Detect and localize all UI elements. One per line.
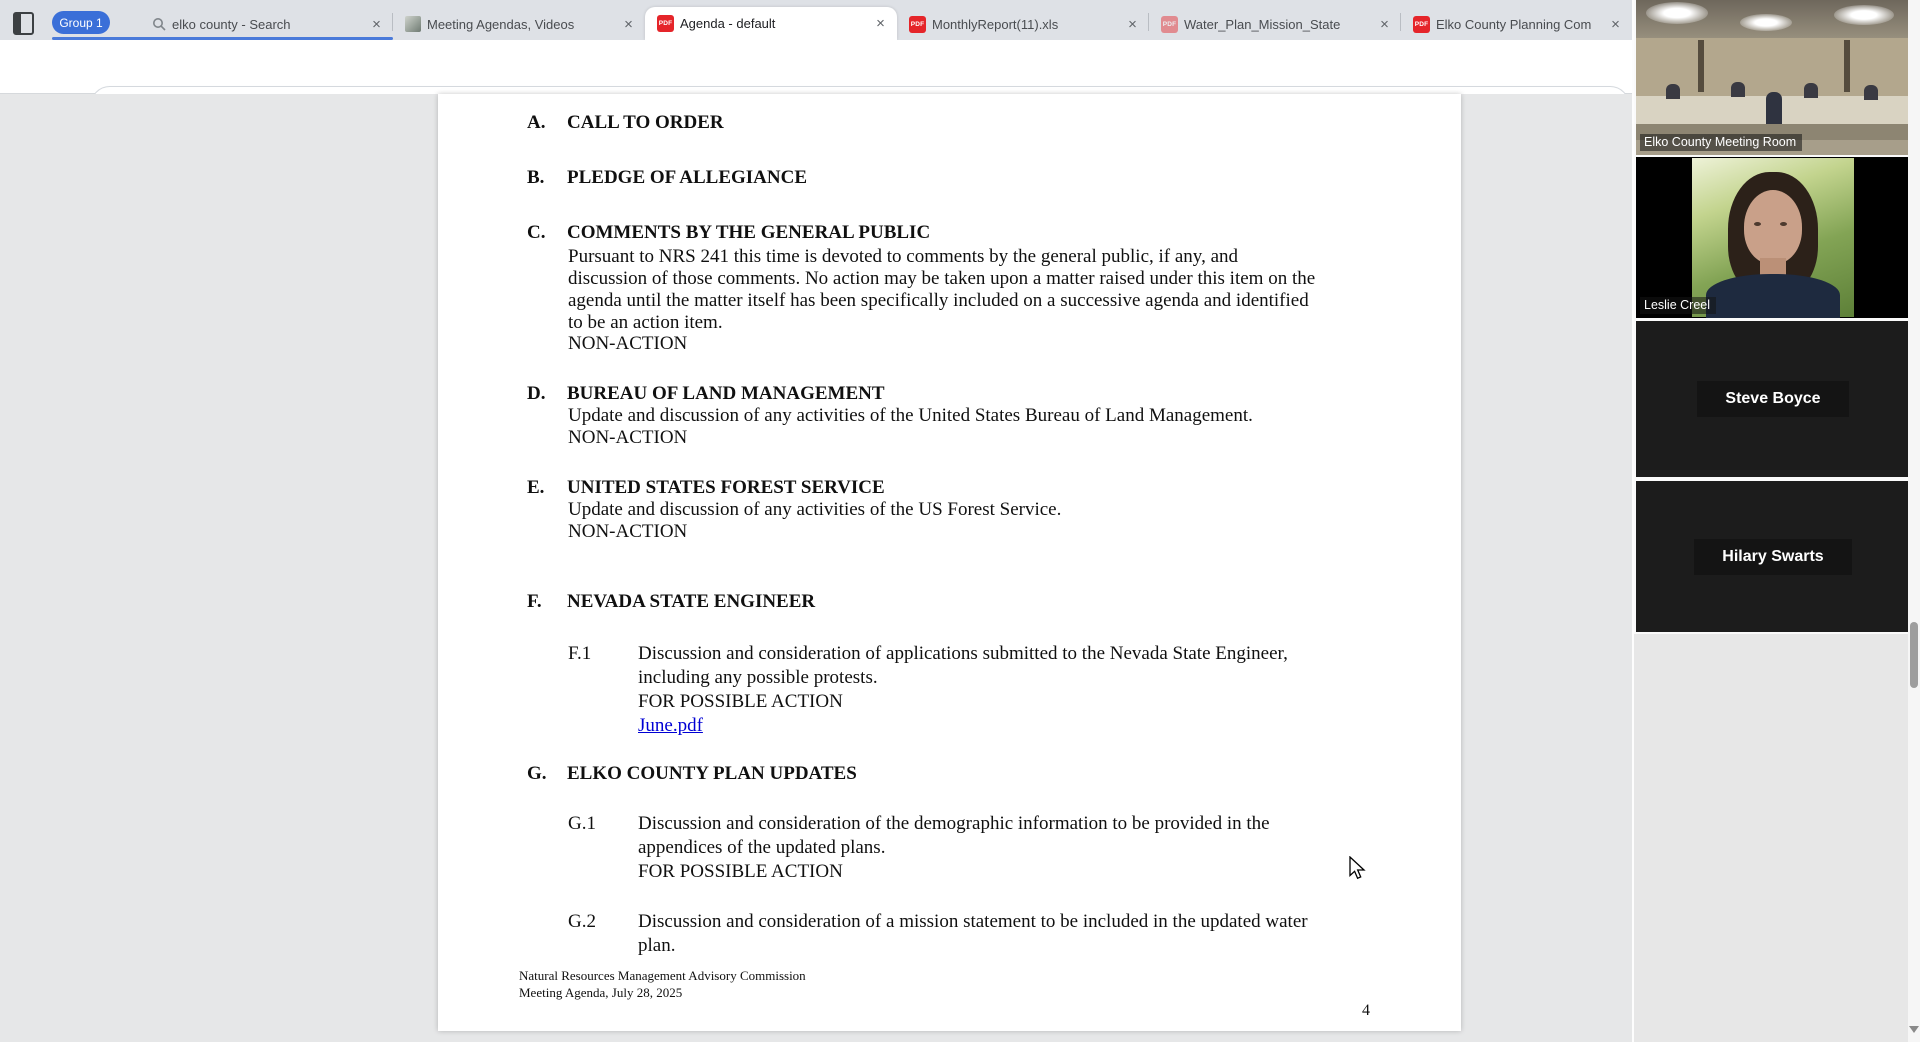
attachment-link-wrap: [638, 715, 703, 737]
pdf-favicon: PDF: [909, 16, 926, 33]
participant-tile-hilary-swarts[interactable]: [1636, 481, 1910, 632]
tab-elko-county-search[interactable]: [140, 8, 393, 40]
video-conference-panel: [1632, 0, 1920, 1042]
section-title: COMMENTS BY THE GENERAL PUBLIC: [567, 222, 931, 243]
participant-name-label: Steve Boyce: [1697, 381, 1848, 417]
non-action-tag: NON-ACTION: [568, 333, 688, 354]
non-action-tag: NON-ACTION: [568, 427, 688, 448]
close-icon[interactable]: ×: [1380, 15, 1389, 33]
item-number: G.2: [568, 911, 596, 932]
body-line: discussion of those comments. No action may be taken upon a matter raised under this item on the: [568, 268, 1316, 289]
scroll-down-arrow-icon[interactable]: [1909, 1026, 1919, 1033]
tab-agenda-default-active[interactable]: [645, 7, 897, 40]
section-letter: E.: [527, 477, 545, 498]
pdf-favicon: PDF: [657, 15, 674, 32]
section-letter: C.: [527, 222, 546, 243]
body-line: to be an action item.: [568, 312, 723, 333]
person-silhouette: [1804, 83, 1818, 98]
flag: [1698, 40, 1704, 92]
item-line: Discussion and consideration of the demographic information to be provided in the: [638, 813, 1270, 834]
page-footer-line1: Natural Resources Management Advisory Commission: [519, 968, 806, 983]
webcam-video-thumbnail: [1692, 158, 1854, 317]
site-image-favicon: [405, 16, 421, 32]
page-footer-line2: Meeting Agenda, July 28, 2025: [519, 985, 683, 1000]
item-line: plan.: [638, 935, 676, 956]
tab-group-label[interactable]: Group 1: [52, 11, 110, 34]
participant-tile-leslie-creel[interactable]: [1636, 157, 1910, 318]
tab-title: Meeting Agendas, Videos: [427, 16, 575, 32]
person-silhouette: [1666, 84, 1680, 99]
body-line: Update and discussion of any activities of the US Forest Service.: [568, 499, 1062, 520]
june-pdf-link[interactable]: June.pdf: [638, 715, 703, 736]
pdf-favicon: PDF: [1413, 16, 1430, 33]
search-icon: [152, 17, 166, 31]
for-possible-action-tag: FOR POSSIBLE ACTION: [638, 691, 843, 712]
item-line: Discussion and consideration of a mission statement to be included in the updated water: [638, 911, 1308, 932]
person-silhouette: [1731, 82, 1745, 97]
tab-activity-icon[interactable]: [13, 12, 34, 35]
ceiling-light: [1834, 5, 1894, 25]
scrollbar-track[interactable]: [1908, 0, 1920, 1042]
page-number: 4: [1362, 1002, 1370, 1019]
section-title: PLEDGE OF ALLEGIANCE: [567, 167, 808, 188]
tab-water-plan-mission[interactable]: [1149, 8, 1401, 40]
section-title: CALL TO ORDER: [567, 112, 724, 133]
participant-name-label: Leslie Creel: [1640, 297, 1716, 314]
close-icon[interactable]: ×: [1128, 15, 1137, 33]
mouse-cursor: [1349, 856, 1371, 882]
body-line: Update and discussion of any activities of the United States Bureau of Land Management.: [568, 405, 1253, 426]
scrollbar-thumb[interactable]: [1910, 622, 1918, 688]
item-line: Discussion and consideration of applications submitted to the Nevada State Engineer,: [638, 643, 1288, 664]
body-line: agenda until the matter itself has been specifically included on a successive agenda and identified: [568, 290, 1309, 311]
section-title: BUREAU OF LAND MANAGEMENT: [567, 383, 885, 404]
tab-elko-county-planning[interactable]: [1401, 8, 1632, 40]
tab-title: Agenda - default: [680, 16, 776, 31]
section-title: ELKO COUNTY PLAN UPDATES: [567, 763, 857, 784]
tab-meeting-agendas[interactable]: [393, 8, 645, 40]
participant-name-label: Elko County Meeting Room: [1640, 134, 1802, 151]
item-line: including any possible protests.: [638, 667, 878, 688]
tab-title: Elko County Planning Com: [1436, 16, 1592, 32]
close-icon[interactable]: ×: [624, 15, 633, 33]
non-action-tag: NON-ACTION: [568, 521, 688, 542]
section-letter: B.: [527, 167, 545, 188]
room-video-thumbnail: [1636, 0, 1910, 155]
participant-name-label: Hilary Swarts: [1694, 539, 1851, 575]
participant-tile-steve-boyce[interactable]: [1636, 321, 1910, 477]
section-title: NEVADA STATE ENGINEER: [567, 591, 816, 612]
section-letter: F.: [527, 591, 542, 612]
pdf-favicon-faded: PDF: [1161, 16, 1178, 33]
for-possible-action-tag: FOR POSSIBLE ACTION: [638, 861, 843, 882]
ceiling-light: [1646, 2, 1708, 24]
tab-title: Water_Plan_Mission_State: [1184, 16, 1341, 32]
body-line: Pursuant to NRS 241 this time is devoted to comments by the general public, if any, and: [568, 246, 1239, 267]
section-title: UNITED STATES FOREST SERVICE: [567, 477, 885, 498]
section-letter: A.: [527, 112, 546, 133]
participant-tile-meeting-room[interactable]: [1636, 0, 1910, 155]
tab-title: MonthlyReport(11).xls: [932, 16, 1059, 32]
section-letter: D.: [527, 383, 546, 404]
person-silhouette: [1864, 85, 1878, 100]
item-number: F.1: [568, 643, 592, 664]
item-line: appendices of the updated plans.: [638, 837, 886, 858]
close-icon[interactable]: ×: [1611, 15, 1620, 33]
item-number: G.1: [568, 813, 596, 834]
tab-title: elko county - Search: [172, 16, 291, 32]
flag: [1844, 40, 1850, 92]
close-icon[interactable]: ×: [876, 15, 885, 32]
section-letter: G.: [527, 763, 547, 784]
close-icon[interactable]: ×: [372, 15, 381, 33]
ceiling-light: [1740, 14, 1792, 31]
tab-monthly-report[interactable]: [897, 8, 1149, 40]
